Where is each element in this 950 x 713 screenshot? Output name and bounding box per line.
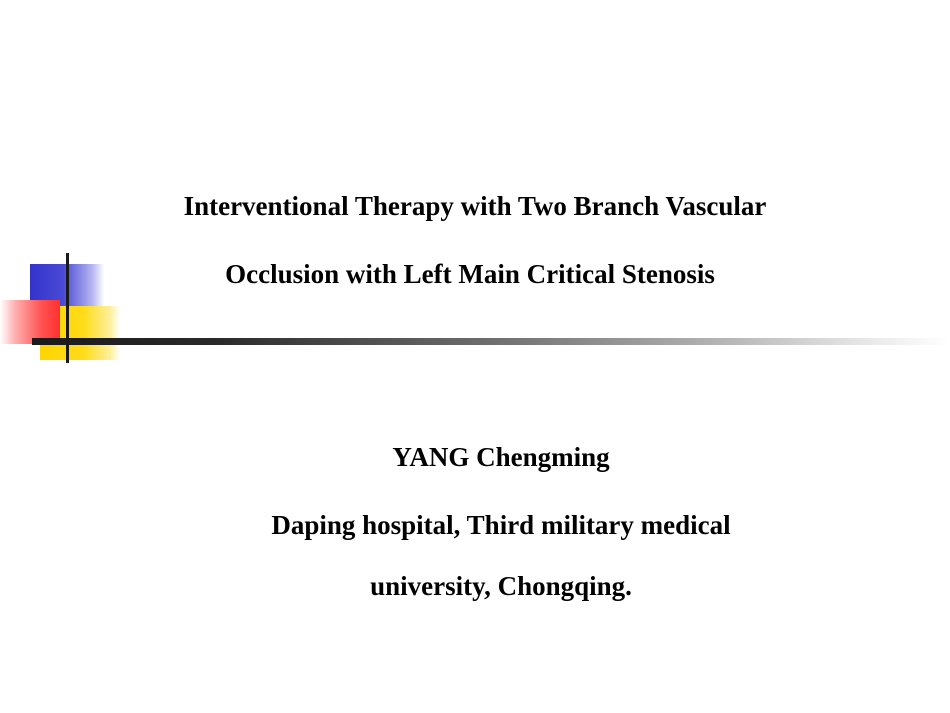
affiliation-line-1: Daping hospital, Third military medical xyxy=(271,510,731,540)
slide-title-line-2: Occlusion with Left Main Critical Stenosis xyxy=(225,259,715,289)
horizontal-rule xyxy=(32,338,950,345)
affiliation-line-2: university, Chongqing. xyxy=(370,571,632,601)
author-name: YANG Chengming xyxy=(392,442,610,472)
slide-title-line-1: Interventional Therapy with Two Branch Vascular xyxy=(183,191,767,221)
